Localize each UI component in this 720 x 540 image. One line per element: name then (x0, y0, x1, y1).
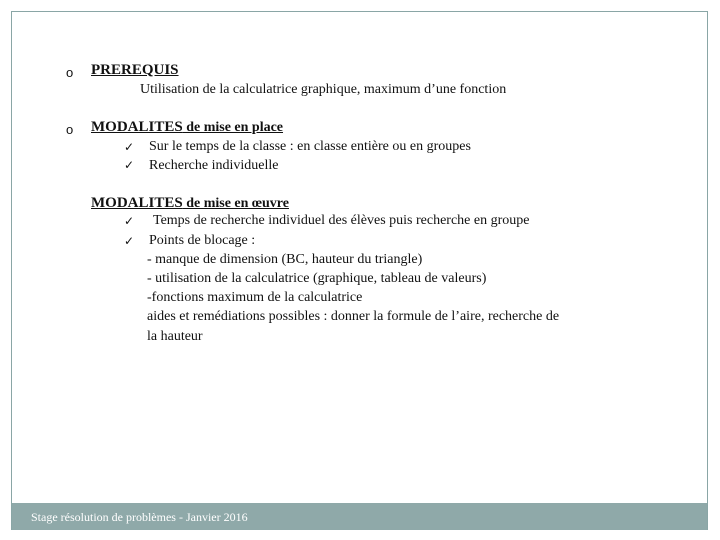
list-item: Points de blocage : (149, 233, 256, 248)
title-bold-part: MODALITES (91, 119, 183, 135)
sub-line: la hauteur (147, 329, 203, 344)
sub-line: aides et remédiations possibles : donner la formule de l’aire, recherche de (147, 309, 560, 324)
title-rest-part: de mise en œuvre (182, 196, 289, 211)
prerequis-line: Utilisation de la calculatrice graphique, maximum d’une fonction (140, 82, 507, 97)
section-title-mise-en-oeuvre (91, 195, 289, 212)
section-title-prerequis: PREREQUIS (91, 62, 179, 78)
sub-line: -fonctions maximum de la calculatrice (147, 290, 363, 305)
list-item: Recherche individuelle (149, 158, 279, 173)
bullet-circle: o (66, 65, 74, 80)
check-icon: ✓ (124, 234, 135, 248)
sub-line: - utilisation de la calculatrice (graphique, tableau de valeurs) (147, 271, 487, 286)
title-bold-part: MODALITES (91, 195, 183, 211)
check-icon: ✓ (124, 158, 135, 172)
list-item: Sur le temps de la classe : en classe entière ou en groupes (149, 139, 471, 154)
check-icon: ✓ (124, 214, 135, 228)
footer-bar (12, 503, 707, 530)
section-title-mise-en-place (91, 119, 283, 136)
title-rest-part: de mise en place (182, 120, 284, 135)
check-icon: ✓ (124, 140, 135, 154)
bullet-circle: o (66, 122, 74, 137)
footer-text: Stage résolution de problèmes - Janvier 2016 (31, 510, 248, 524)
sub-line: - manque de dimension (BC, hauteur du triangle) (147, 252, 423, 267)
list-item: Temps de recherche individuel des élèves puis recherche en groupe (153, 213, 530, 228)
